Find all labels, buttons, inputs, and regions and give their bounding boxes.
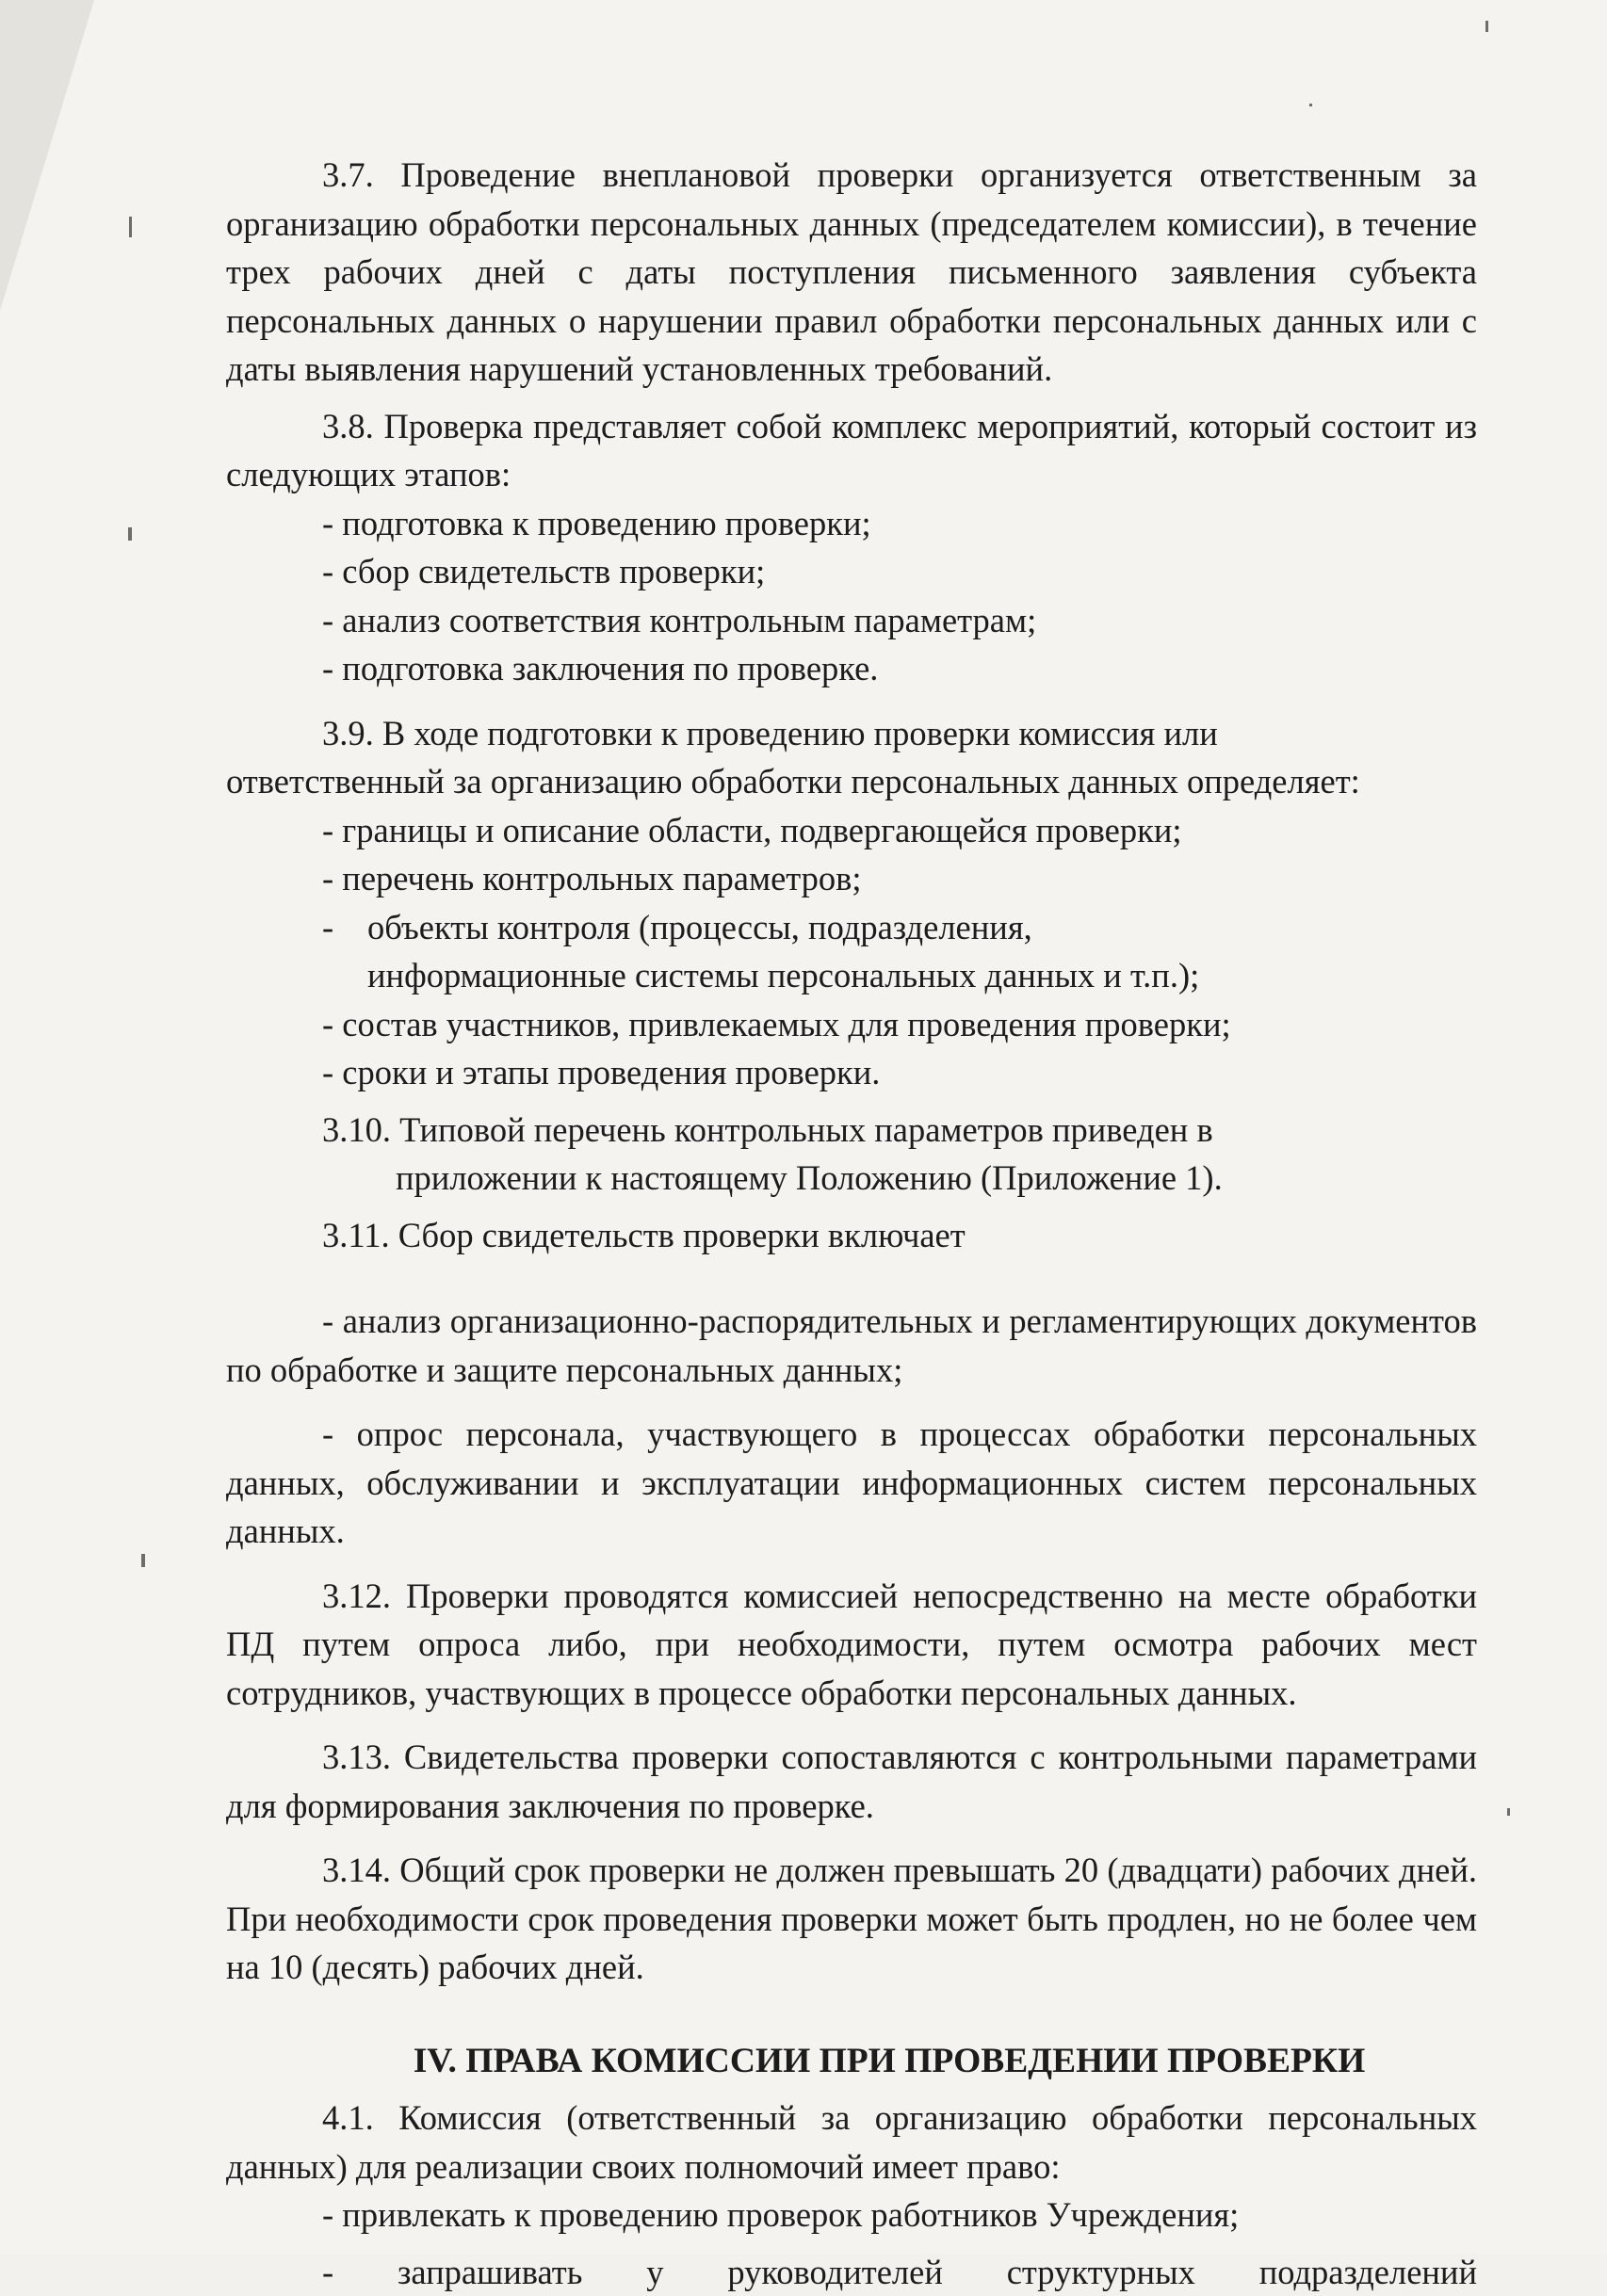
paragraph-3-10-line1: 3.10. Типовой перечень контрольных параметров приведен в [226, 1106, 1477, 1155]
collect-item-analysis: - анализ организационно-распорядительных и регламентирующих документов по обработке и защите персональных данных; [226, 1297, 1477, 1394]
document-body [226, 151, 1477, 2296]
define-item: - состав участников, привлекаемых для проведения проверки; [226, 1000, 1477, 1049]
paragraph-3-10-line2: приложении к настоящему Положению (Приложение 1). [226, 1154, 1477, 1203]
paragraph-3-13: 3.13. Свидетельства проверки сопоставляются с контрольными параметрами для формирования заключения по проверке. [226, 1733, 1477, 1830]
stage-item: - подготовка заключения по проверке. [226, 644, 1477, 693]
stage-item: - анализ соответствия контрольным параметрам; [226, 596, 1477, 645]
right-item: - привлекать к проведению проверок работников Учреждения; [226, 2191, 1477, 2239]
paragraph-3-9-line1: 3.9. В ходе подготовки к проведению проверки комиссия или [226, 709, 1477, 758]
objects-dash: - [322, 903, 333, 952]
define-item-objects [226, 903, 1477, 1000]
paragraph-3-11: 3.11. Сбор свидетельств проверки включает [226, 1211, 1477, 1260]
section-4-heading: IV. ПРАВА КОМИССИИ ПРИ ПРОВЕДЕНИИ ПРОВЕРКИ [226, 2037, 1477, 2086]
stage-item: - подготовка к проведению проверки; [226, 499, 1477, 548]
right-item: - запрашивать у руководителей структурных подразделений [226, 2248, 1477, 2296]
stage-item: - сбор свидетельств проверки; [226, 547, 1477, 596]
paragraph-3-8: 3.8. Проверка представляет собой комплекс мероприятий, который состоит из следующих этапов: [226, 402, 1477, 499]
objects-line1: объекты контроля (процессы, подразделения, [367, 903, 1477, 952]
define-item: - перечень контрольных параметров; [226, 854, 1477, 903]
paragraph-3-7: 3.7. Проведение внеплановой проверки организуется ответственным за организацию обработки персональных данных (председателем комиссии), в течение трех рабочих дней с даты поступления письменного заявления субъекта персональных данных о нарушении правил обработки персональных данных или с даты выявления нарушений установленных требований. [226, 151, 1477, 394]
objects-line2: информационные системы персональных данных и т.п.); [367, 951, 1477, 1000]
paragraph-3-9-line2: ответственный за организацию обработки персональных данных определяет: [226, 757, 1477, 806]
paragraph-4-1: 4.1. Комиссия (ответственный за организацию обработки персональных данных) для реализации своих полномочий имеет право: [226, 2094, 1477, 2191]
define-item: - сроки и этапы проведения проверки. [226, 1048, 1477, 1097]
page-corner-fold [0, 0, 94, 311]
paragraph-3-12: 3.12. Проверки проводятся комиссией непосредственно на месте обработки ПД путем опроса либо, при необходимости, путем осмотра рабочих мест сотрудников, участвующих в процессе обработки персональных данных. [226, 1572, 1477, 1718]
collect-item-survey: - опрос персонала, участвующего в процессах обработки персональных данных, обслуживании и эксплуатации информационных систем персональных данных. [226, 1410, 1477, 1556]
define-item: - границы и описание области, подвергающейся проверки; [226, 806, 1477, 855]
paragraph-3-14: 3.14. Общий срок проверки не должен превышать 20 (двадцати) рабочих дней. При необходимости срок проведения проверки может быть продлен, но не более чем на 10 (десять) рабочих дней. [226, 1846, 1477, 1992]
